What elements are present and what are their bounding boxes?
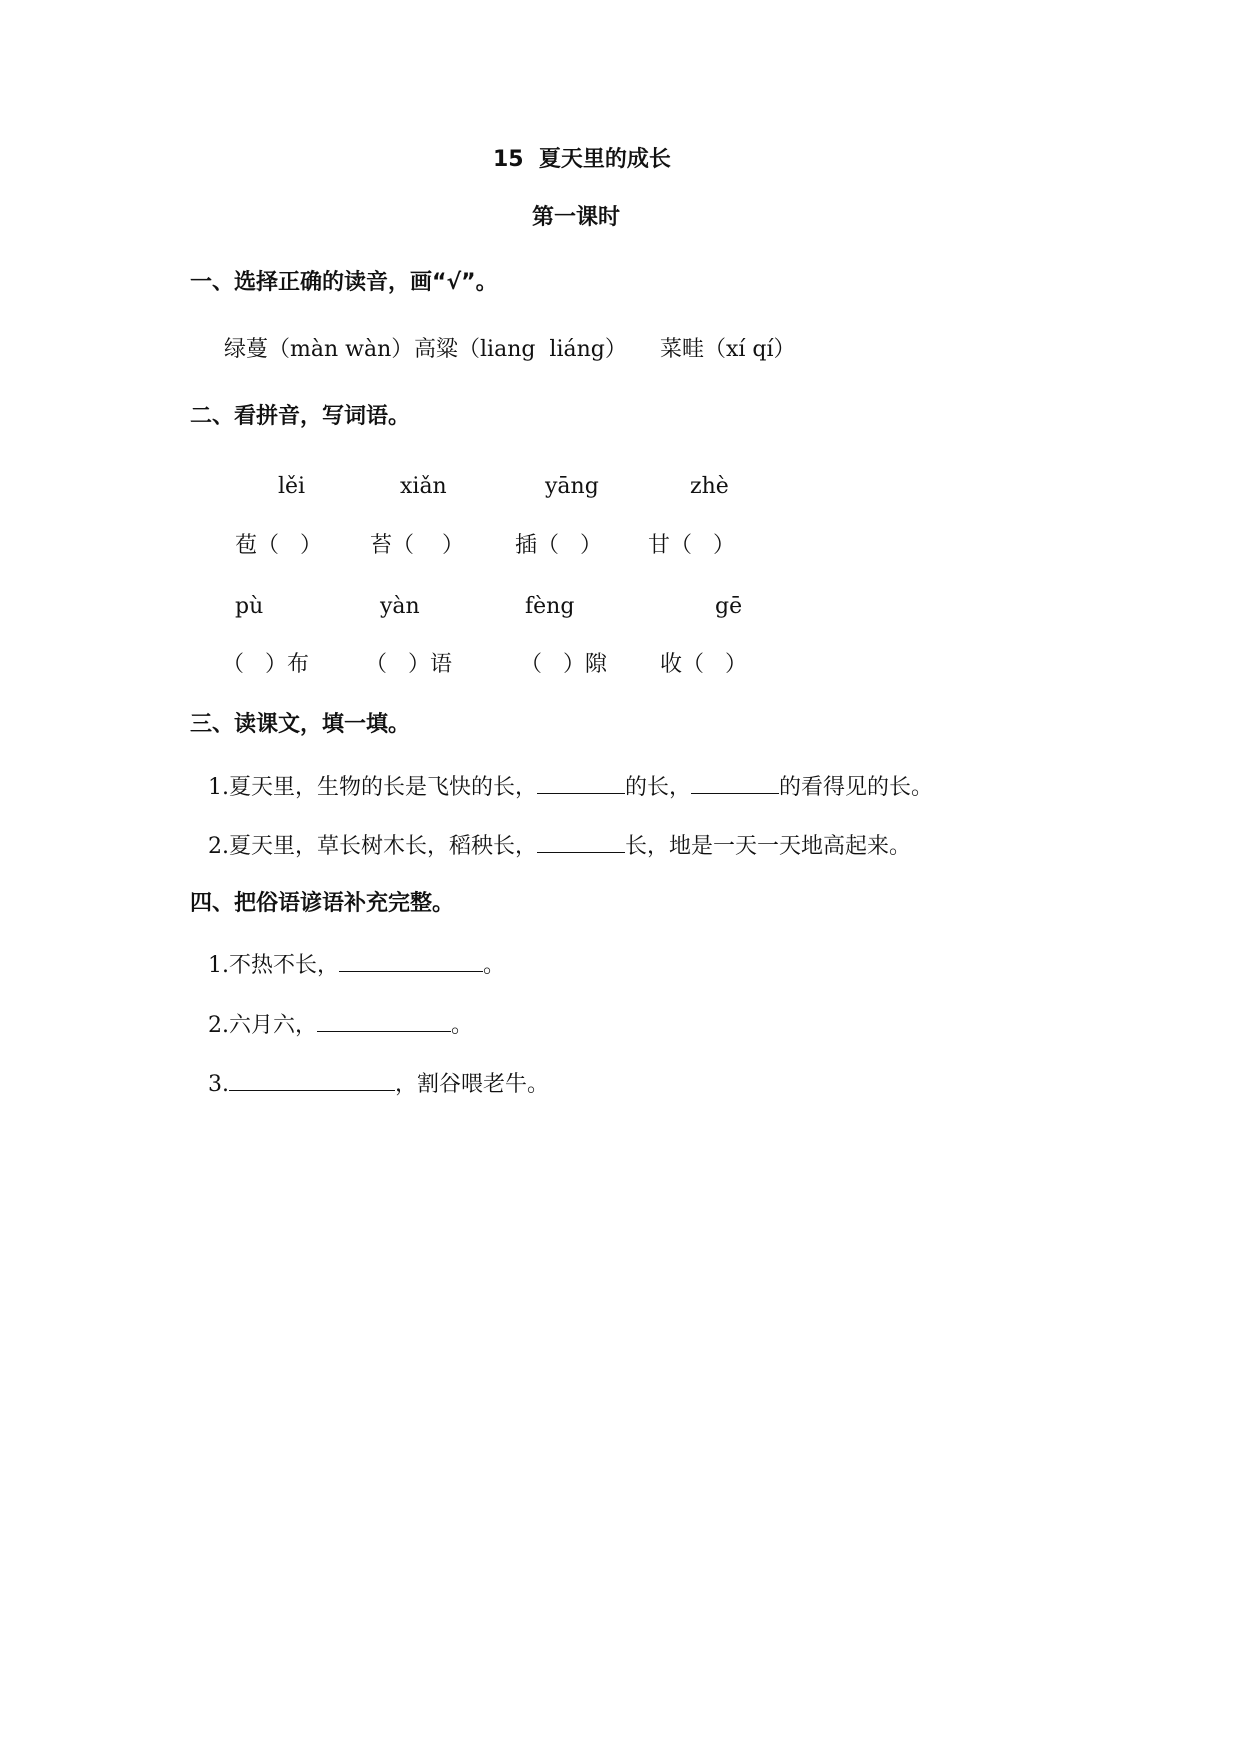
text: 。 [451, 1013, 474, 1038]
fill-blank[interactable] [317, 1009, 451, 1032]
word-blank: （ ）语 [365, 652, 452, 677]
fill-blank[interactable] [229, 1068, 395, 1091]
text: 2.六月六， [208, 1013, 317, 1038]
page-subtitle: 第一课时 [532, 205, 621, 230]
pinyin: yàn [380, 594, 420, 619]
word-blank: 苞（ ） [235, 533, 322, 558]
pinyin: xiǎn [400, 474, 447, 499]
pinyin: fèng [525, 594, 575, 619]
fill-blank[interactable] [339, 949, 483, 972]
s4-question-2 [208, 1009, 473, 1041]
s3-question-2 [208, 830, 911, 862]
pinyin: zhè [690, 474, 729, 499]
s1-item: 绿蔓（màn wàn） [224, 337, 414, 362]
s3-question-1 [208, 771, 933, 803]
section-3-heading: 三、读课文，填一填。 [190, 712, 411, 737]
text: 2.夏天里，草长树木长，稻秧长， [208, 834, 537, 859]
text: 。 [483, 953, 506, 978]
word-blank: （ ）隙 [520, 652, 607, 677]
pinyin: lěi [278, 474, 306, 499]
text: ，割谷喂老牛。 [395, 1072, 550, 1097]
word-blank: （ ）布 [222, 652, 309, 677]
pinyin: gē [715, 594, 743, 619]
section-1-heading: 一、选择正确的读音，画“√”。 [190, 270, 498, 295]
pinyin: pù [235, 594, 264, 619]
text: 3. [208, 1072, 229, 1097]
text: 长，地是一天一天地高起来。 [625, 834, 912, 859]
text: 1.不热不长， [208, 953, 339, 978]
s4-question-3 [208, 1068, 549, 1100]
word-blank: 收（ ） [660, 652, 747, 677]
pinyin: yāng [545, 474, 599, 499]
section-4-heading: 四、把俗语谚语补充完整。 [190, 891, 455, 916]
text: 1.夏天里，生物的长是飞快的长， [208, 775, 537, 800]
fill-blank[interactable] [691, 771, 779, 794]
fill-blank[interactable] [537, 830, 625, 853]
fill-blank[interactable] [537, 771, 625, 794]
word-blank: 插（ ） [515, 533, 602, 558]
s4-question-1 [208, 949, 505, 981]
word-blank: 苔（ ） [370, 533, 464, 558]
section-2-heading: 二、看拼音，写词语。 [190, 404, 411, 429]
s1-item: 菜畦（xí qí） [660, 337, 796, 362]
page-title: 15 夏天里的成长 [493, 147, 671, 172]
word-blank: 甘（ ） [648, 533, 735, 558]
text: 的长， [625, 775, 692, 800]
text: 的看得见的长。 [779, 775, 934, 800]
s1-item: 高粱（liang liáng） [414, 337, 627, 362]
